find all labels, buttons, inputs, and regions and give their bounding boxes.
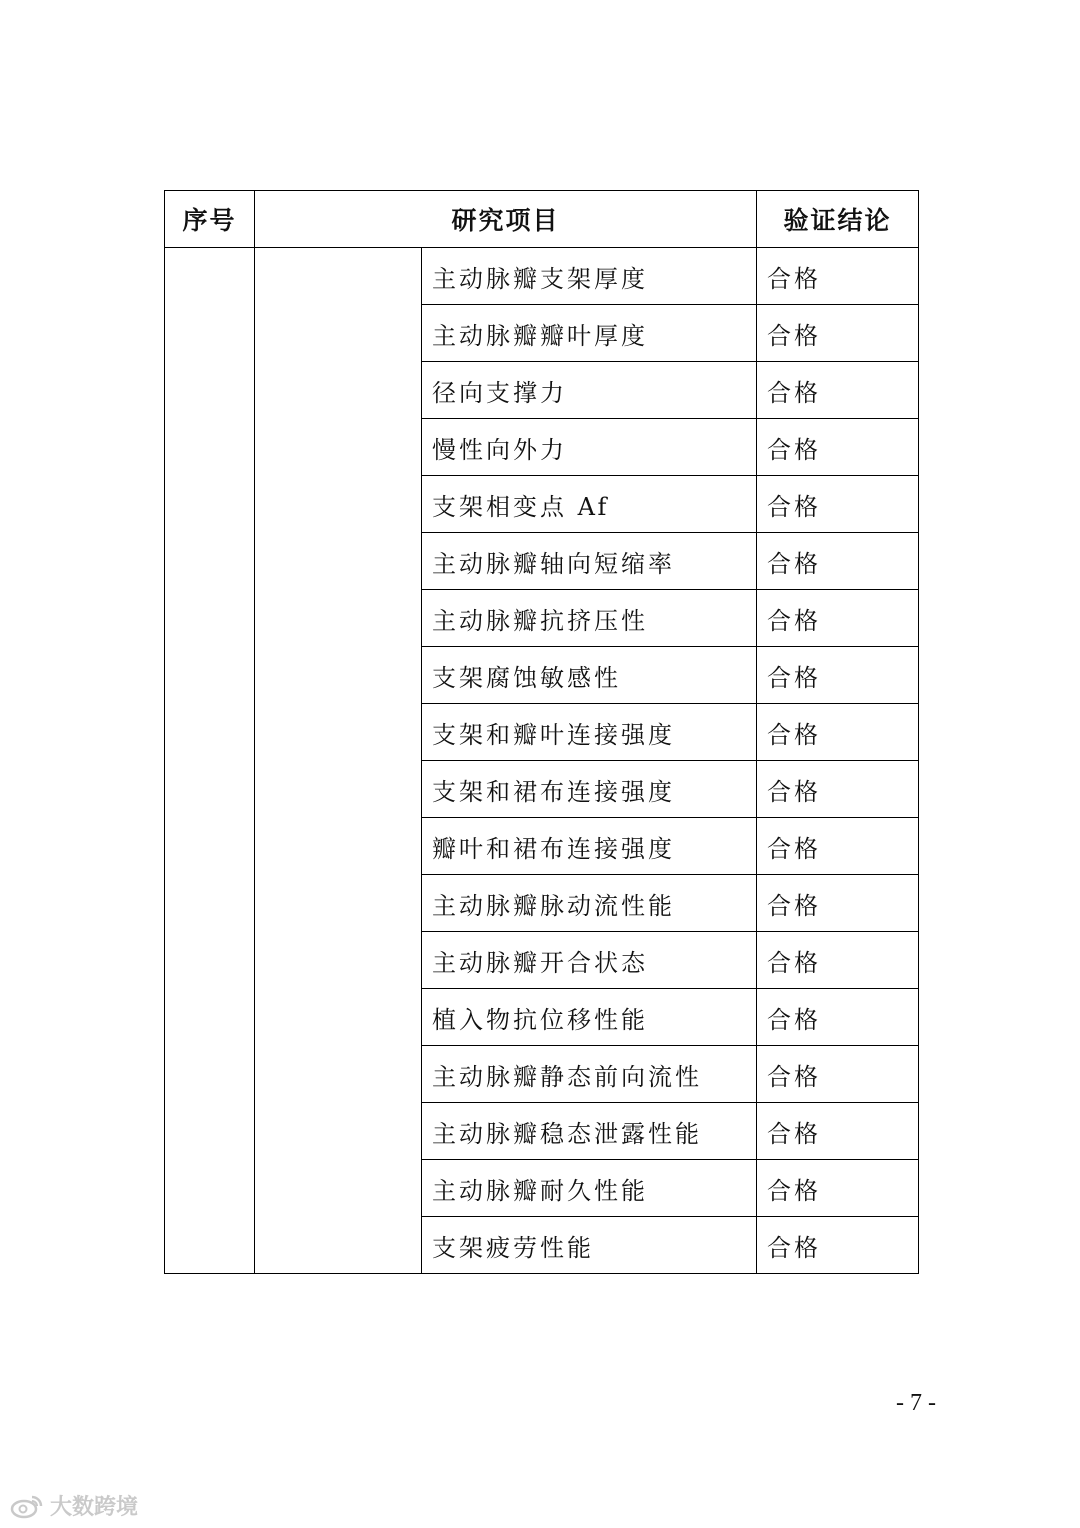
- research-item-cell: 主动脉瓣耐久性能: [422, 1160, 757, 1217]
- research-item-cell: 支架疲劳性能: [422, 1217, 757, 1274]
- research-item-cell: 支架和裙布连接强度: [422, 761, 757, 818]
- research-item-cell: 主动脉瓣开合状态: [422, 932, 757, 989]
- verification-result-cell: 合格: [757, 533, 919, 590]
- verification-result-cell: 合格: [757, 704, 919, 761]
- verification-result-cell: 合格: [757, 818, 919, 875]
- research-item-cell: 主动脉瓣静态前向流性: [422, 1046, 757, 1103]
- table-row: [165, 248, 919, 305]
- header-serial-no: 序号: [165, 191, 255, 248]
- verification-result-cell: 合格: [757, 305, 919, 362]
- research-item-cell: 慢性向外力: [422, 419, 757, 476]
- verification-result-cell: 合格: [757, 248, 919, 305]
- watermark-text: 大数跨境: [50, 1495, 139, 1520]
- research-item-cell: 支架相变点 Af: [422, 476, 757, 533]
- page-number: - 7 -: [896, 1390, 936, 1416]
- table-header-row: [165, 191, 919, 248]
- verification-result-cell: 合格: [757, 989, 919, 1046]
- verification-result-cell: 合格: [757, 647, 919, 704]
- research-item-cell: 径向支撑力: [422, 362, 757, 419]
- research-item-cell: 植入物抗位移性能: [422, 989, 757, 1046]
- verification-result-cell: 合格: [757, 875, 919, 932]
- verification-result-cell: 合格: [757, 761, 919, 818]
- verification-result-cell: 合格: [757, 590, 919, 647]
- verification-result-cell: 合格: [757, 419, 919, 476]
- verification-result-cell: 合格: [757, 1217, 919, 1274]
- research-item-cell: 主动脉瓣脉动流性能: [422, 875, 757, 932]
- research-item-cell: 瓣叶和裙布连接强度: [422, 818, 757, 875]
- research-item-cell: 主动脉瓣稳态泄露性能: [422, 1103, 757, 1160]
- verification-result-cell: 合格: [757, 362, 919, 419]
- category-cell: [255, 248, 422, 1274]
- verification-result-cell: 合格: [757, 1103, 919, 1160]
- research-item-cell: 主动脉瓣支架厚度: [422, 248, 757, 305]
- weibo-logo-icon: [10, 1493, 44, 1519]
- verification-result-cell: 合格: [757, 932, 919, 989]
- watermark: [10, 1490, 138, 1521]
- serial-no-cell: [165, 248, 255, 1274]
- research-item-cell: 主动脉瓣瓣叶厚度: [422, 305, 757, 362]
- research-item-cell: 主动脉瓣轴向短缩率: [422, 533, 757, 590]
- research-item-cell: 支架和瓣叶连接强度: [422, 704, 757, 761]
- verification-table: [164, 190, 919, 1274]
- verification-result-cell: 合格: [757, 1046, 919, 1103]
- verification-result-cell: 合格: [757, 476, 919, 533]
- header-verification-result: 验证结论: [757, 191, 919, 248]
- verification-result-cell: 合格: [757, 1160, 919, 1217]
- header-research-item: 研究项目: [255, 191, 757, 248]
- research-item-cell: 支架腐蚀敏感性: [422, 647, 757, 704]
- table-body: [165, 248, 919, 1274]
- research-item-cell: 主动脉瓣抗挤压性: [422, 590, 757, 647]
